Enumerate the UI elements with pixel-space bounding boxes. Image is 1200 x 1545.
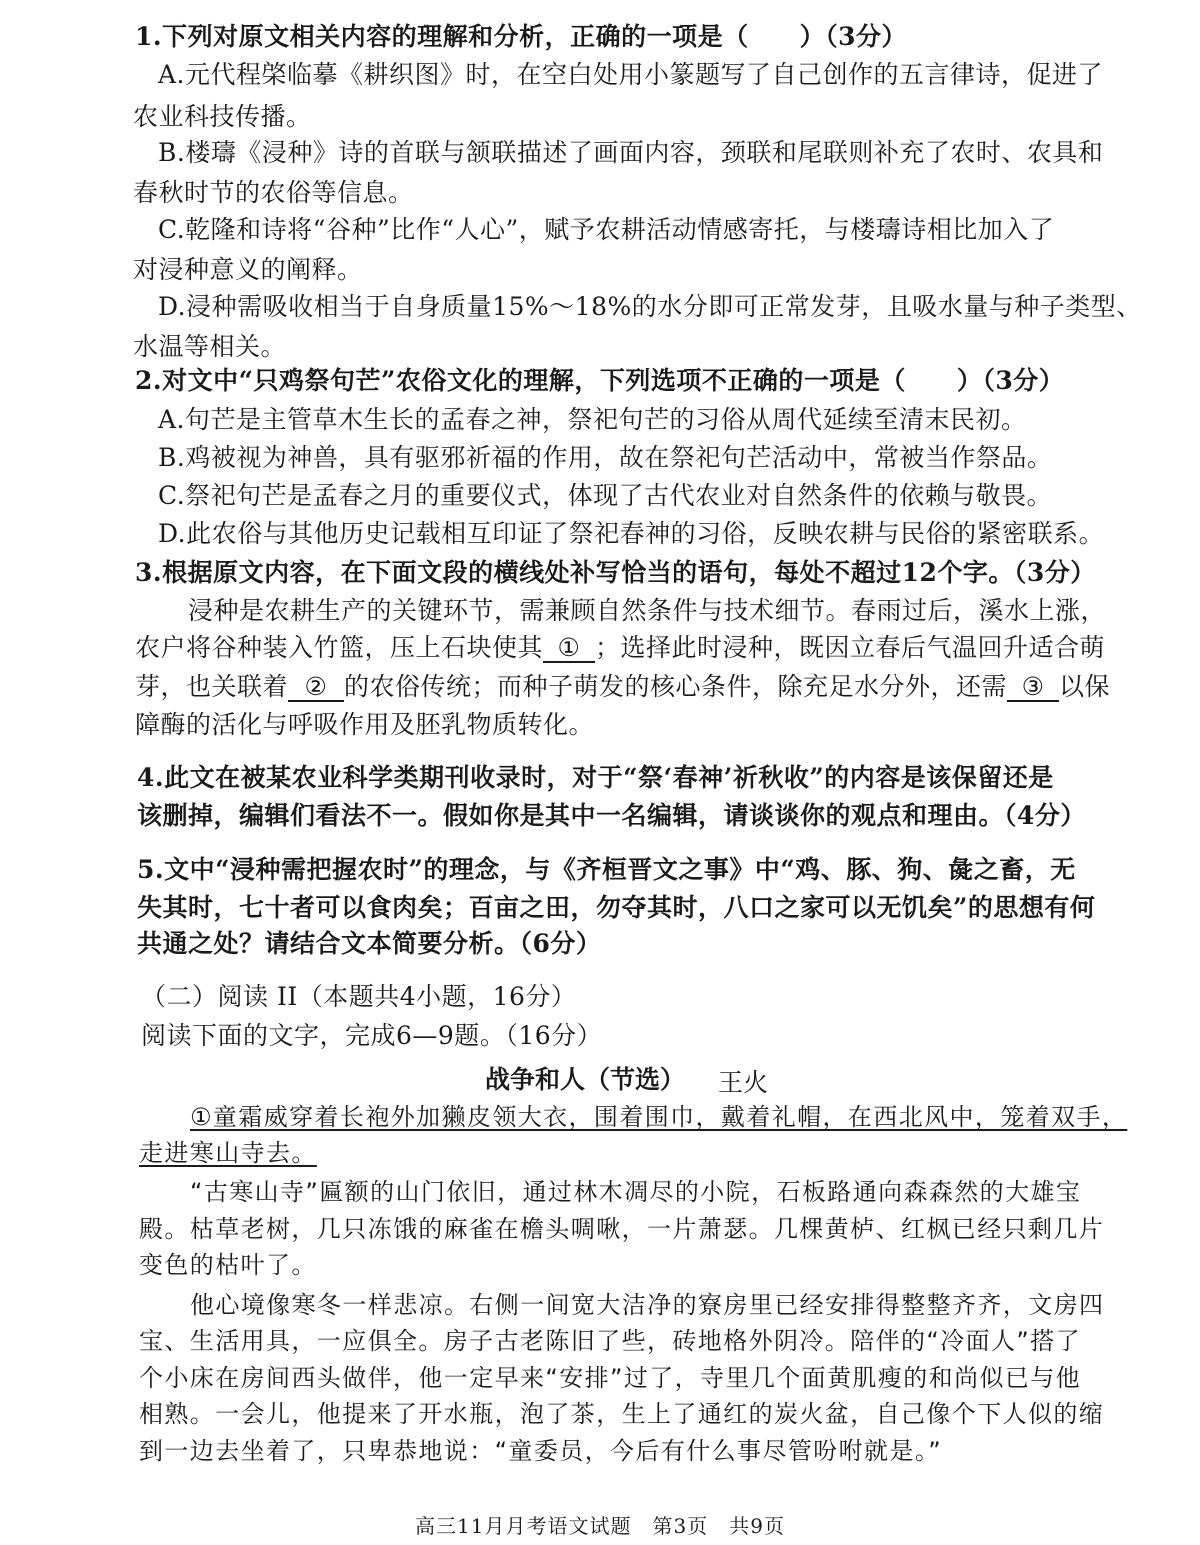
- q5-stem-line1: 5.文中“浸种需把握农时”的理念，与《齐桓晋文之事》中“鸡、豚、狗、彘之畜，无: [137, 855, 1076, 884]
- q1-option-d-line1: D.浸种需吸收相当于自身质量15%～18%的水分即可正常发芽，且吸水量与种子类型、: [158, 292, 1142, 321]
- q3-passage-line3-b: 的农俗传统；而种子萌发的核心条件，除充足水分外，还需: [344, 672, 1008, 701]
- passage-p1-line1: ①童霜威穿着长袍外加獭皮领大衣，围着围巾，戴着礼帽，在西北风中，笼着双手，: [190, 1103, 1128, 1131]
- passage-p3-line3: 个小床在房间西头做伴，他一定早来“安排”过了，寺里几个面黄肌瘦的和尚似已与他: [139, 1364, 1082, 1392]
- passage-p3-line5: 到一边去坐着了，只卑恭地说：“童委员，今后有什么事尽管吩咐就是。”: [139, 1437, 943, 1465]
- passage-p2-line2: 殿。枯草老树，几只冻饿的麻雀在檐头啁啾，一片萧瑟。几棵黄栌、红枫已经只剩几片: [139, 1215, 1105, 1243]
- q1-stem: 1.下列对原文相关内容的理解和分析，正确的一项是（ ）（3分）: [135, 22, 907, 51]
- passage-p3-line2: 宝、生活用具，一应俱全。房子古老陈旧了些，砖地格外阴冷。陪伴的“冷面人”搭了: [139, 1327, 1082, 1355]
- section2-instruction: 阅读下面的文字，完成6—9题。（16分）: [141, 1021, 603, 1050]
- q3-blank-1[interactable]: ①: [543, 635, 595, 663]
- q4-stem-line1: 4.此文在被某农业科学类期刊收录时，对于“祭‘春神’祈秋收”的内容是该保留还是: [137, 763, 1054, 792]
- q5-stem-line3: 共通之处？请结合文本简要分析。（6分）: [137, 929, 602, 958]
- q5-stem-line2: 失其时，七十者可以食肉矣；百亩之田，勿夺其时，八口之家可以无饥矣”的思想有何: [137, 893, 1096, 922]
- q3-passage-line3-a: 芽，也关联着: [135, 672, 289, 701]
- q3-passage-line2-b: ；选择此时浸种，既因立春后气温回升适合萌: [595, 633, 1106, 662]
- passage-author: 王火: [718, 1068, 769, 1097]
- q4-stem-line2: 该删掉，编辑们看法不一。假如你是其中一名编辑，请谈谈你的观点和理由。（4分）: [137, 801, 1086, 830]
- q2-option-c: C.祭祀句芒是孟春之月的重要仪式，体现了古代农业对自然条件的依赖与敬畏。: [158, 481, 1053, 510]
- q3-passage-line2: [135, 633, 1105, 663]
- q1-option-d-line2: 水温等相关。: [133, 332, 287, 361]
- q2-option-a: A.句芒是主管草木生长的孟春之神，祭祀句芒的习俗从周代延续至清末民初。: [158, 405, 1027, 434]
- page-footer: 高三11月月考语文试题 第3页 共9页: [415, 1514, 785, 1538]
- passage-p1-line2: 走进寒山寺去。: [139, 1139, 317, 1167]
- q1-option-c-line1: C.乾隆和诗将“谷种”比作“人心”，赋予农耕活动情感寄托，与楼璹诗相比加入了: [158, 215, 1055, 244]
- passage-p3-line1: 他心境像寒冬一样悲凉。右侧一间宽大洁净的寮房里已经安排得整整齐齐，文房四: [190, 1291, 1105, 1319]
- q1-option-b-line2: 春秋时节的农俗等信息。: [133, 178, 414, 207]
- q3-passage-line3-c: 以保: [1059, 672, 1111, 701]
- q1-option-a-line1: A.元代程棨临摹《耕织图》时，在空白处用小篆题写了自己创作的五言律诗，促进了: [158, 60, 1104, 89]
- q2-option-d: D.此农俗与其他历史记载相互印证了祭祀春神的习俗，反映农耕与民俗的紧密联系。: [158, 519, 1105, 548]
- passage-title: 战争和人（节选）: [485, 1065, 686, 1094]
- q3-blank-2[interactable]: ②: [288, 674, 344, 702]
- q2-stem: 2.对文中“只鸡祭句芒”农俗文化的理解，下列选项不正确的一项是（ ）（3分）: [135, 366, 1065, 395]
- q3-stem: 3.根据原文内容，在下面文段的横线处补写恰当的语句，每处不超过12个字。（3分）: [135, 558, 1096, 587]
- passage-p2-line3: 变色的枯叶了。: [139, 1251, 317, 1279]
- q1-option-a-line2: 农业科技传播。: [133, 102, 312, 131]
- passage-p3-line4: 相熟。一会儿，他提来了开水瓶，泡了茶，生上了通红的炭火盆，自己像个下人似的缩: [139, 1400, 1105, 1428]
- section2-heading: （二）阅读 II（本题共4小题，16分）: [141, 982, 577, 1011]
- passage-p2-line1: “古寒山寺”匾额的山门依旧，通过林木凋尽的小院，石板路通向森森然的大雄宝: [190, 1178, 1082, 1206]
- q3-blank-3[interactable]: ③: [1007, 674, 1059, 702]
- q3-passage-line3: [135, 672, 1110, 702]
- q3-passage-line4: 障酶的活化与呼吸作用及胚乳物质转化。: [135, 710, 595, 739]
- q2-option-b: B.鸡被视为神兽，具有驱邪祈福的作用，故在祭祀句芒活动中，常被当作祭品。: [158, 443, 1053, 472]
- q3-passage-line1: 浸种是农耕生产的关键环节，需兼顾自然条件与技术细节。春雨过后，溪水上涨，: [188, 596, 1107, 625]
- q3-passage-line2-a: 农户将谷种装入竹篮，压上石块使其: [135, 633, 544, 662]
- q1-option-c-line2: 对浸种意义的阐释。: [133, 255, 363, 284]
- q1-option-b-line1: B.楼璹《浸种》诗的首联与颔联描述了画面内容，颈联和尾联则补充了农时、农具和: [158, 138, 1104, 167]
